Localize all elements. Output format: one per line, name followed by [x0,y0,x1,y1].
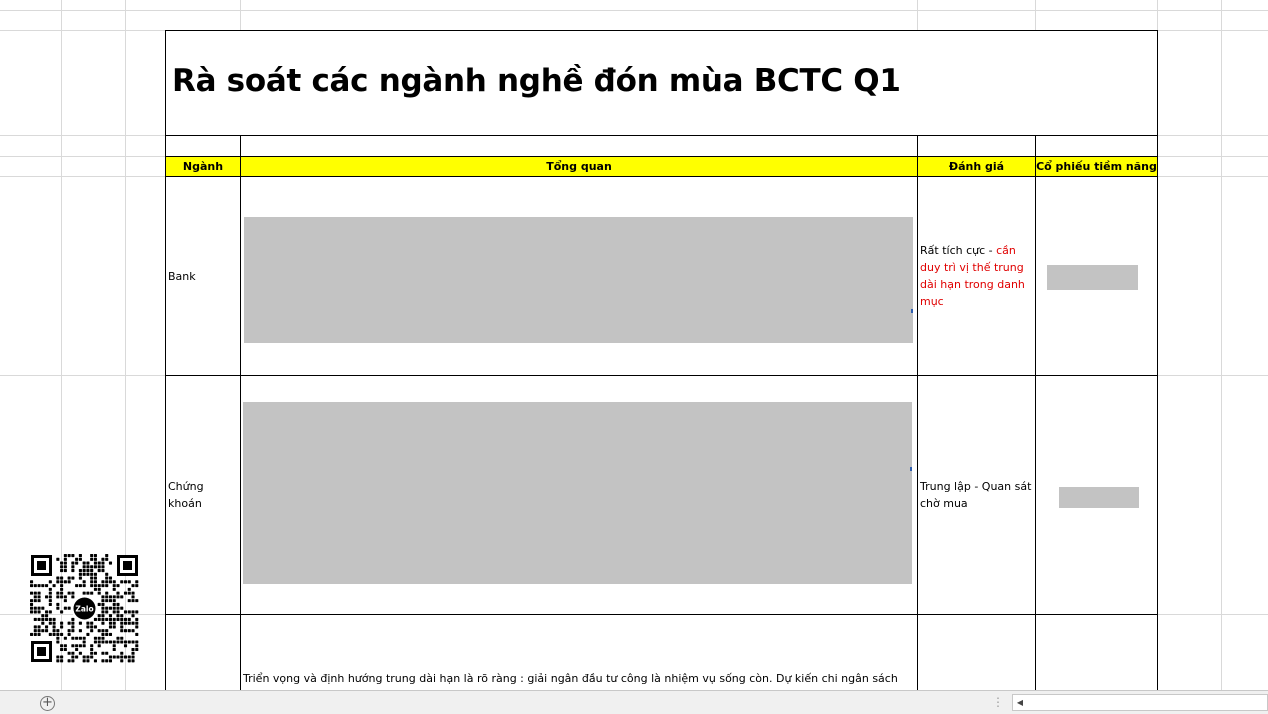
assessment-highlight: duy trì vị thế trung [920,261,1024,274]
tab-split-handle-icon[interactable]: ⋮ [992,695,1004,709]
zalo-logo-text: Zalo [75,604,94,614]
cell-overflow-marker [911,309,913,313]
assessment-text: Rất tích cực - [920,244,997,257]
assessment-highlight: dài hạn trong danh [920,278,1025,291]
column-header-stocks[interactable]: Cổ phiếu tiềm năng [1036,160,1157,173]
assessment-cell[interactable] [920,478,1031,512]
sector-cell[interactable] [168,268,196,285]
qr-finder-pattern [117,555,138,576]
sector-name: Chứng [168,480,204,493]
sector-cell[interactable] [168,478,204,512]
sector-name: khoán [168,497,202,510]
sheet-tab-bar [0,690,1268,714]
column-header-overview[interactable]: Tổng quan [546,160,612,173]
cell-overflow-marker [910,467,912,471]
qr-finder-pattern [31,641,52,662]
assessment-text: chờ mua [920,497,968,510]
horizontal-scrollbar[interactable] [1012,694,1268,711]
assessment-highlight: cần [996,244,1016,257]
sector-name: Bank [168,270,196,283]
report-frame [165,30,1158,690]
column-header-assessment[interactable]: Đánh giá [948,160,1005,173]
assessment-text: Trung lập - Quan sát [920,480,1032,493]
zalo-qr-code [30,554,139,663]
qr-finder-pattern [31,555,52,576]
assessment-highlight: mục [920,295,944,308]
add-sheet-button[interactable]: + [40,696,55,711]
redacted-overview [244,217,913,343]
redacted-stocks [1047,265,1138,290]
page-title[interactable]: Rà soát các ngành nghề đón mùa BCTC Q1 [172,63,901,99]
scroll-left-arrow-icon[interactable]: ◀ [1016,698,1024,707]
assessment-cell[interactable] [920,242,1025,310]
overview-cell[interactable]: Triển vọng và định hướng trung dài hạn là rõ ràng : giải ngân đầu tư công là nhiệm vụ sống còn. Dự kiến chi ngân sách [243,672,898,685]
column-header-sector[interactable]: Ngành [182,160,224,173]
redacted-stocks [1059,487,1139,508]
redacted-overview [243,402,912,584]
